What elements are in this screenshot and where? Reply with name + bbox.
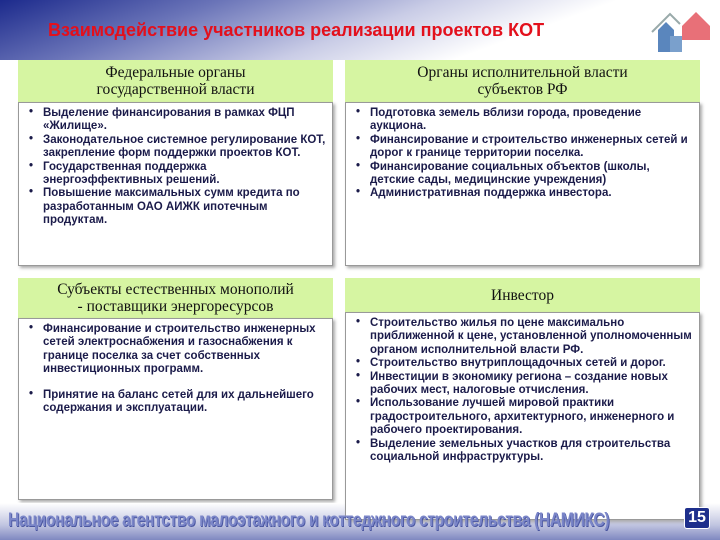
federal-heading xyxy=(18,60,333,102)
regional-box xyxy=(345,102,700,266)
list-item: • Государственная поддержка энергоэффективных решений. xyxy=(25,161,326,188)
list-item: • Подготовка земель вблизи города, проведение аукциона. xyxy=(352,107,693,134)
page-title: Взаимодействие участников реализации проектов КОТ xyxy=(48,20,545,40)
list-item: • Административная поддержка инвестора. xyxy=(352,187,693,200)
federal-box xyxy=(18,102,333,266)
monopolies-box xyxy=(18,318,333,500)
list-item: • Использование лучшей мировой практики градостроительного, архитектурного, инженерного и рабочего проектирования. xyxy=(352,397,693,437)
list-item: • Строительство жилья по цене максимально приближенной к цене, установленной уполномоченным органом исполнительной власти РФ. xyxy=(352,317,693,357)
heading-line: государственной власти xyxy=(96,81,255,98)
heading-line: Федеральные органы xyxy=(105,64,246,81)
list-item: • Инвестиции в экономику региона – создание новых рабочих мест, налоговые отчисления. xyxy=(352,371,693,398)
list-item: • Финансирование и строительство инженерных сетей электроснабжения и газоснабжения к границе поселка за счет собственных инвестиционных программ. xyxy=(25,323,326,377)
investor-box xyxy=(345,312,700,520)
list-item: • Повышение максимальных сумм кредита по разработанным ОАО АИЖК ипотечным продуктам. xyxy=(25,187,326,227)
heading-line: - поставщики энергоресурсов xyxy=(77,298,274,315)
list-item: • Принятие на баланс сетей для их дальнейшего содержания и эксплуатации. xyxy=(25,389,326,416)
regional-heading xyxy=(345,60,700,102)
monopolies-heading xyxy=(18,278,333,318)
houses-logo-icon xyxy=(648,4,712,54)
list-item: • Законодательное системное регулирование КОТ, закрепление форм поддержки проектов КОТ. xyxy=(25,134,326,161)
heading-line: Инвестор xyxy=(491,286,554,304)
list-item: • Финансирование и строительство инженерных сетей и дорог к границе территории поселка. xyxy=(352,134,693,161)
list-item: • Выделение финансирования в рамках ФЦП «Жилище». xyxy=(25,107,326,134)
heading-line: Субъекты естественных монополий xyxy=(57,281,294,298)
footer-text: Национальное агентство малоэтажного и коттеджного строительства (НАМИКС) xyxy=(8,510,610,531)
investor-heading xyxy=(345,278,700,312)
list-item: • Выделение земельных участков для строительства социальной инфраструктуры. xyxy=(352,438,693,465)
heading-line: Органы исполнительной власти xyxy=(417,64,628,81)
list-item: • Строительство внутриплощадочных сетей и дорог. xyxy=(352,357,693,370)
page-number: 15 xyxy=(684,507,710,529)
list-item: • Финансирование социальных объектов (школы, детские сады, медицинские учреждения) xyxy=(352,161,693,188)
heading-line: субъектов РФ xyxy=(477,81,568,98)
